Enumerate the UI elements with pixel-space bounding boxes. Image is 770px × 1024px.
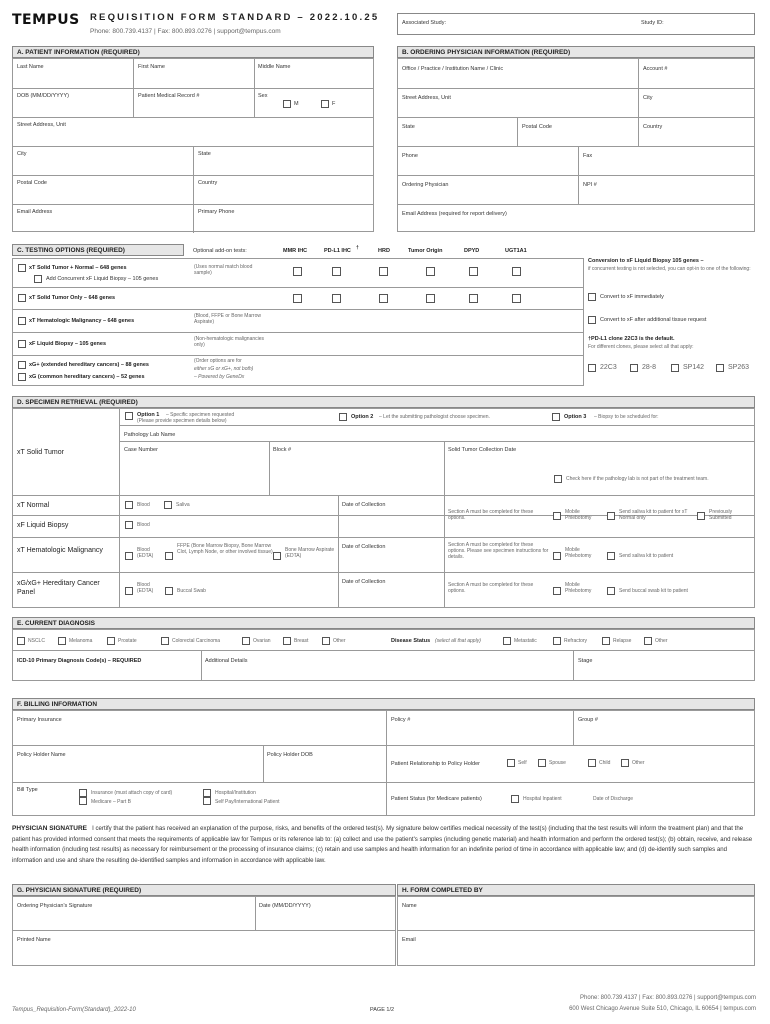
account-field[interactable]: Account # [643, 66, 668, 72]
discharge-date-field[interactable]: Date of Discharge [593, 796, 634, 802]
disease-status-label: Disease Status [391, 638, 431, 644]
bill-medicare-label: Medicare – Part B [91, 799, 132, 805]
option-1-note: (Please provide specimen details below) [137, 418, 227, 424]
xg-label: xG (common hereditary cancers) – 52 genes [29, 374, 145, 380]
section-b-box [397, 58, 755, 232]
section-d-header: D. SPECIMEN RETRIEVAL (REQUIRED) [12, 396, 755, 408]
option-1-text: – Specific specimen requested [166, 412, 235, 418]
physician-country-field[interactable]: Country [643, 124, 663, 130]
dx-prostate-label: Prostate [118, 638, 137, 644]
heme-note: (Blood, FFPE or Bone Marrow Aspirate) [194, 313, 261, 325]
physician-email-field[interactable]: Email Address (required for report delivery) [402, 211, 507, 217]
dx-other-label: Other [333, 638, 346, 644]
option-1-checkbox[interactable] [125, 412, 133, 420]
heme-blood-label: Blood (EDTA) [137, 547, 154, 559]
option-3-label: Option 3 [564, 414, 587, 420]
relationship-other-checkbox[interactable] [621, 759, 629, 767]
dx-breast-label: Breast [294, 638, 309, 644]
dx-melanoma-checkbox[interactable] [58, 637, 66, 645]
section-a-header: A. PATIENT INFORMATION (REQUIRED) [12, 46, 374, 58]
xt-only-addon-ugt1a1-checkbox[interactable] [512, 294, 521, 303]
dx-prostate-checkbox[interactable] [107, 637, 115, 645]
status-other-checkbox[interactable] [644, 637, 652, 645]
xg-doc-field[interactable]: Date of Collection [342, 579, 386, 585]
send-buccal-label: Send buccal swab kit to patient [619, 588, 688, 594]
uses-normal-note: (Uses normal match blood sample) [194, 264, 253, 276]
footer-form-id: Tempus_Requisition-Form(Standard)_2022-10 [12, 1007, 136, 1013]
normal-saliva-checkbox[interactable] [164, 501, 172, 509]
inpatient-label: Hospital Inpatient [523, 796, 562, 802]
bill-selfpay-checkbox[interactable] [203, 797, 211, 805]
conversion-title: Conversion to xF Liquid Biopsy 105 genes – [588, 258, 704, 264]
ordering-physician-field[interactable]: Ordering Physician [402, 182, 449, 188]
dx-ovarian-checkbox[interactable] [242, 637, 250, 645]
normal-blood-label: Blood [137, 502, 150, 508]
normal-sec-a-note: Section A must be completed for these options. [448, 509, 534, 521]
heme-ffpe-checkbox[interactable] [165, 552, 173, 560]
attestation-text: I certify that the patient has received an explanation of the purpose, risks, and benefits of the ordered test(s). My signature below certifies medical necessity of the test(s) (including that the test results will inform the treatment plan) and that the patient has provided informed consent that meets the requirements of applicable law for Tempus or its reference lab to: (a) collect and use the patient's samples (including genetic material) and health information and perform the ordered test(s); (b) obtain, receive, and release health information (including test results) as necessary for reimbursement or the processing of insurance claims; (c) retain and use samples and health information for an indefinite period of time in accordance with applicable law; and (d) de-identify such samples and information and use and share the resulting de-identified samples and information in accordance with applicable law. [12, 825, 753, 864]
status-refractory-label: Refractory [564, 638, 588, 644]
icd10-field[interactable]: ICD-10 Primary Diagnosis Code(s) – REQUIRED [17, 658, 142, 664]
xf-checkbox[interactable] [18, 340, 26, 348]
clone-sp142-checkbox[interactable] [671, 364, 679, 372]
liquid-blood-label: Blood [137, 522, 150, 528]
postal-field[interactable]: Postal Code [17, 180, 47, 186]
clone-22c3-checkbox[interactable] [588, 364, 596, 372]
section-b-header: B. ORDERING PHYSICIAN INFORMATION (REQUIRED) [397, 46, 755, 58]
relationship-child-label: Child [599, 760, 611, 766]
xt-normal-addon-tumor-origin-checkbox[interactable] [426, 267, 435, 276]
additional-details-field[interactable]: Additional Details [205, 658, 248, 664]
sex-m-label: M [294, 101, 299, 107]
last-name-field[interactable]: Last Name [17, 64, 44, 70]
dx-nsclc-label: NSCLC [28, 638, 45, 644]
add-xf-checkbox[interactable] [34, 275, 42, 283]
col-pdl1: PD-L1 IHC [324, 248, 351, 254]
section-f-header: F. BILLING INFORMATION [12, 698, 755, 710]
prev-submitted-checkbox[interactable] [697, 512, 705, 520]
attestation-label: PHYSICIAN SIGNATURE [12, 825, 87, 832]
status-metastatic-label: Metastatic [514, 638, 537, 644]
path-lab-not-team-label: Check here if the pathology lab is not part of the treatment team. [566, 476, 709, 482]
xg-panel-label: xG/xG+ Hereditary Cancer Panel [17, 580, 100, 596]
form-title: REQUISITION FORM STANDARD – 2022.10.25 [90, 12, 380, 23]
stage-field[interactable]: Stage [578, 658, 593, 664]
heme-checkbox[interactable] [18, 317, 26, 325]
heme-send-saliva-label: Send saliva kit to patient [619, 553, 674, 559]
col-pdl1-dagger: † [356, 245, 359, 251]
xg-buccal-checkbox[interactable] [165, 587, 173, 595]
dx-melanoma-label: Melanoma [69, 638, 93, 644]
xt-only-addon-dpyd-checkbox[interactable] [469, 294, 478, 303]
xg-plus-checkbox[interactable] [18, 361, 26, 369]
first-name-field[interactable]: First Name [138, 64, 165, 70]
bill-selfpay-label: Self Pay/International Patient [215, 799, 280, 805]
study-id-label: Study ID: [641, 20, 664, 26]
xt-only-checkbox[interactable] [18, 294, 26, 302]
xt-only-label: xT Solid Tumor Only – 648 genes [29, 295, 116, 301]
country-field[interactable]: Country [198, 180, 218, 186]
convert-immediately-checkbox[interactable] [588, 293, 596, 301]
xf-liquid-specimen-label: xF Liquid Biopsy [17, 522, 69, 529]
status-metastatic-checkbox[interactable] [503, 637, 511, 645]
xt-normal-specimen-label: xT Normal [17, 502, 50, 509]
physician-signature-field[interactable]: Ordering Physician's Signature [17, 903, 93, 909]
convert-after-label: Convert to xF after additional tissue request [600, 317, 707, 323]
bill-insurance-label: Insurance (must attach copy of card) [91, 790, 173, 796]
case-number-field[interactable]: Case Number [124, 447, 158, 453]
section-d-box [12, 408, 755, 608]
heme-label: xT Hematologic Malignancy – 648 genes [29, 318, 135, 324]
physician-postal-field[interactable]: Postal Code [522, 124, 552, 130]
xf-note: (Non-hematologic malignancies only) [194, 336, 265, 348]
section-a-box [12, 58, 374, 232]
convert-after-checkbox[interactable] [588, 316, 596, 324]
heme-bma-checkbox[interactable] [273, 552, 281, 560]
policy-holder-dob-field[interactable]: Policy Holder DOB [267, 752, 313, 758]
section-c-header: C. TESTING OPTIONS (REQUIRED) [12, 244, 184, 256]
bill-type-label: Bill Type [17, 787, 38, 793]
xg-blood-checkbox[interactable] [125, 587, 133, 595]
study-box[interactable] [397, 13, 755, 35]
col-hrd: HRD [378, 248, 390, 254]
sex-f-label: F [332, 101, 336, 107]
phone-field[interactable]: Primary Phone [198, 209, 235, 215]
dx-nsclc-checkbox[interactable] [17, 637, 25, 645]
associated-study-label: Associated Study: [402, 20, 447, 26]
city-field[interactable]: City [17, 151, 27, 157]
xg-buccal-label: Buccal Swab [177, 588, 206, 594]
heme-mobile-label: Mobile Phlebotomy [565, 547, 592, 559]
status-refractory-checkbox[interactable] [553, 637, 561, 645]
option-3-text: – Biopsy to be scheduled for: [594, 414, 659, 420]
policy-number-field[interactable]: Policy # [391, 717, 411, 723]
xt-normal-addon-pd-l1-ihc-checkbox[interactable] [332, 267, 341, 276]
section-h-box [397, 896, 755, 966]
section-c-tests [12, 258, 584, 386]
completed-by-name-field[interactable]: Name [402, 903, 417, 909]
dx-other-checkbox[interactable] [322, 637, 330, 645]
path-lab-not-team-checkbox[interactable] [554, 475, 562, 483]
group-number-field[interactable]: Group # [578, 717, 598, 723]
send-saliva-label: Send saliva kit to patient for xT Normal only [619, 509, 688, 521]
heme-bma-label: Bone Marrow Aspirate (EDTA) [285, 547, 335, 559]
office-field[interactable]: Office / Practice / Institution Name / Clinic [402, 66, 504, 72]
option-3-checkbox[interactable] [552, 413, 560, 421]
addon-tests-label: Optional add-on tests: [193, 248, 247, 254]
dx-colorectal-carcinoma-label: Colorectal Carcinoma [172, 638, 221, 644]
normal-saliva-label: Saliva [176, 502, 190, 508]
send-saliva-checkbox[interactable] [607, 512, 615, 520]
xg-note-1: (Order options are for [194, 358, 242, 364]
conversion-text: if concurrent testing is not selected, you can opt-in to one of the following: [588, 266, 751, 272]
physician-phone-field[interactable]: Phone [402, 153, 418, 159]
clone-288-checkbox[interactable] [630, 364, 638, 372]
status-relapse-checkbox[interactable] [602, 637, 610, 645]
col-mmr: MMR IHC [283, 248, 308, 254]
heme-send-saliva-checkbox[interactable] [607, 552, 615, 560]
npi-field[interactable]: NPI # [583, 182, 597, 188]
relationship-self-checkbox[interactable] [507, 759, 515, 767]
status-relapse-label: Relapse [613, 638, 632, 644]
xt-heme-specimen-label: xT Hematologic Malignancy [17, 547, 103, 554]
physician-street-field[interactable]: Street Address, Unit [402, 95, 451, 101]
primary-insurance-field[interactable]: Primary Insurance [17, 717, 62, 723]
add-xf-label: Add Concurrent xF Liquid Biopsy – 105 genes [46, 276, 159, 282]
option-1-label: Option 1 [137, 412, 160, 418]
normal-doc-field[interactable]: Date of Collection [342, 502, 386, 508]
send-buccal-checkbox[interactable] [607, 587, 615, 595]
clone-sp263-label: SP263 [728, 364, 750, 371]
xt-normal-addon-ugt1a1-checkbox[interactable] [512, 267, 521, 276]
xt-solid-tumor-label: xT Solid Tumor [17, 449, 64, 456]
xg-checkbox[interactable] [18, 373, 26, 381]
physician-city-field[interactable]: City [643, 95, 653, 101]
relationship-label: Patient Relationship to Policy Holder [391, 761, 480, 767]
middle-name-field[interactable]: Middle Name [258, 64, 291, 70]
printed-name-field[interactable]: Printed Name [17, 937, 51, 943]
col-dpyd: DPYD [464, 248, 480, 254]
xg-note-3: – Powered by GeneDx [194, 374, 245, 380]
xt-normal-addon-mmr-ihc-checkbox[interactable] [293, 267, 302, 276]
bill-hospital-checkbox[interactable] [203, 789, 211, 797]
clone-288-label: 28-8 [642, 364, 657, 371]
xg-mobile-checkbox[interactable] [553, 587, 561, 595]
xt-normal-label: xT Solid Tumor + Normal – 648 genes [29, 265, 127, 271]
col-ugt1a1: UGT1A1 [505, 248, 527, 254]
sex-label: Sex [258, 93, 268, 99]
xg-sec-a-note: Section A must be completed for these options. [448, 582, 534, 594]
section-e-header: E. CURRENT DIAGNOSIS [12, 617, 755, 629]
relationship-child-checkbox[interactable] [588, 759, 596, 767]
policy-holder-name-field[interactable]: Policy Holder Name [17, 752, 66, 758]
bill-insurance-checkbox[interactable] [79, 789, 87, 797]
section-f-box [12, 710, 755, 816]
prev-submitted-label: Previously Submitted [709, 509, 733, 521]
clone-sp263-checkbox[interactable] [716, 364, 724, 372]
heme-doc-field[interactable]: Date of Collection [342, 544, 386, 550]
block-field[interactable]: Block # [273, 447, 292, 453]
inpatient-checkbox[interactable] [511, 795, 519, 803]
relationship-spouse-checkbox[interactable] [538, 759, 546, 767]
dx-breast-checkbox[interactable] [283, 637, 291, 645]
medicare-status-label: Patient Status (for Medicare patients) [391, 796, 482, 802]
sex-f-checkbox[interactable] [321, 100, 329, 108]
email-field[interactable]: Email Address [17, 209, 53, 215]
xf-label: xF Liquid Biopsy – 105 genes [29, 341, 107, 347]
bill-medicare-checkbox[interactable] [79, 797, 87, 805]
pathology-lab-field[interactable]: Pathology Lab Name [124, 432, 176, 438]
state-field[interactable]: State [198, 151, 211, 157]
xt-normal-addon-hrd-checkbox[interactable] [379, 267, 388, 276]
option-2-text: – Let the submitting pathologist choose specimen. [379, 414, 490, 420]
dob-field[interactable]: DOB (MM/DD/YYYY) [17, 93, 69, 99]
option-2-checkbox[interactable] [339, 413, 347, 421]
status-other-label: Other [655, 638, 668, 644]
pdl1-default: †PD-L1 clone 22C3 is the default. [588, 336, 675, 342]
heme-mobile-checkbox[interactable] [553, 552, 561, 560]
bill-hospital-label: Hospital/Institution [215, 790, 256, 796]
relationship-other-label: Other [632, 760, 645, 766]
footer-address: 600 West Chicago Avenue Suite 510, Chicago, IL 60654 | tempus.com [569, 1006, 756, 1012]
footer-page: PAGE 1/2 [370, 1007, 395, 1013]
xg-plus-label: xG+ (extended hereditary cancers) – 88 genes [29, 362, 149, 368]
relationship-self-label: Self [518, 760, 527, 766]
xt-only-addon-tumor-origin-checkbox[interactable] [426, 294, 435, 303]
completed-by-email-field[interactable]: Email [402, 937, 416, 943]
pdl1-clones-text: For different clones, please select all that apply: [588, 344, 694, 350]
normal-blood-checkbox[interactable] [125, 501, 133, 509]
xt-normal-checkbox[interactable] [18, 264, 26, 272]
option-2-label: Option 2 [351, 414, 374, 420]
physician-fax-field[interactable]: Fax [583, 153, 593, 159]
street-field[interactable]: Street Address, Unit [17, 122, 66, 128]
sex-m-checkbox[interactable] [283, 100, 291, 108]
col-tumor-origin: Tumor Origin [408, 248, 443, 254]
physician-state-field[interactable]: State [402, 124, 415, 130]
clone-22c3-label: 22C3 [600, 364, 617, 371]
normal-mobile-label: Mobile Phlebotomy [565, 509, 592, 521]
clone-sp142-label: SP142 [683, 364, 705, 371]
attestation [12, 824, 757, 866]
xt-normal-addon-dpyd-checkbox[interactable] [469, 267, 478, 276]
mrn-field[interactable]: Patient Medical Record # [138, 93, 200, 99]
header-contact: Phone: 800.739.4137 | Fax: 800.893.0276 | support@tempus.com [90, 28, 281, 35]
xt-only-addon-mmr-ihc-checkbox[interactable] [293, 294, 302, 303]
disease-status-note: (select all that apply) [435, 638, 481, 644]
tempus-logo: TEMPUS [12, 12, 80, 28]
section-g-box [12, 896, 396, 966]
section-e-box [12, 629, 755, 681]
xt-only-addon-pd-l1-ihc-checkbox[interactable] [332, 294, 341, 303]
heme-ffpe-label: FFPE (Bone Marrow Biopsy, Bone Marrow Clot, Lymph Node, or other involved tissue) [177, 543, 273, 555]
signature-date-field[interactable]: Date (MM/DD/YYYY) [259, 903, 311, 909]
section-h-header: H. FORM COMPLETED BY [397, 884, 755, 896]
xt-only-addon-hrd-checkbox[interactable] [379, 294, 388, 303]
xg-note-2: either xG or xG+, not both) [194, 366, 254, 372]
footer-contact: Phone: 800.739.4137 | Fax: 800.893.0276 | support@tempus.com [580, 995, 756, 1001]
heme-blood-checkbox[interactable] [125, 552, 133, 560]
collection-date-field[interactable]: Solid Tumor Collection Date [448, 447, 517, 453]
liquid-blood-checkbox[interactable] [125, 521, 133, 529]
dx-colorectal-carcinoma-checkbox[interactable] [161, 637, 169, 645]
heme-sec-a-note: Section A must be completed for these options. Please see specimen instructions for details. [448, 542, 549, 560]
convert-immediately-label: Convert to xF immediately [600, 294, 664, 300]
section-g-header: G. PHYSICIAN SIGNATURE (REQUIRED) [12, 884, 396, 896]
normal-mobile-checkbox[interactable] [553, 512, 561, 520]
relationship-spouse-label: Spouse [549, 760, 566, 766]
xg-blood-label: Blood (EDTA) [137, 582, 154, 594]
dx-ovarian-label: Ovarian [253, 638, 271, 644]
xg-mobile-label: Mobile Phlebotomy [565, 582, 592, 594]
